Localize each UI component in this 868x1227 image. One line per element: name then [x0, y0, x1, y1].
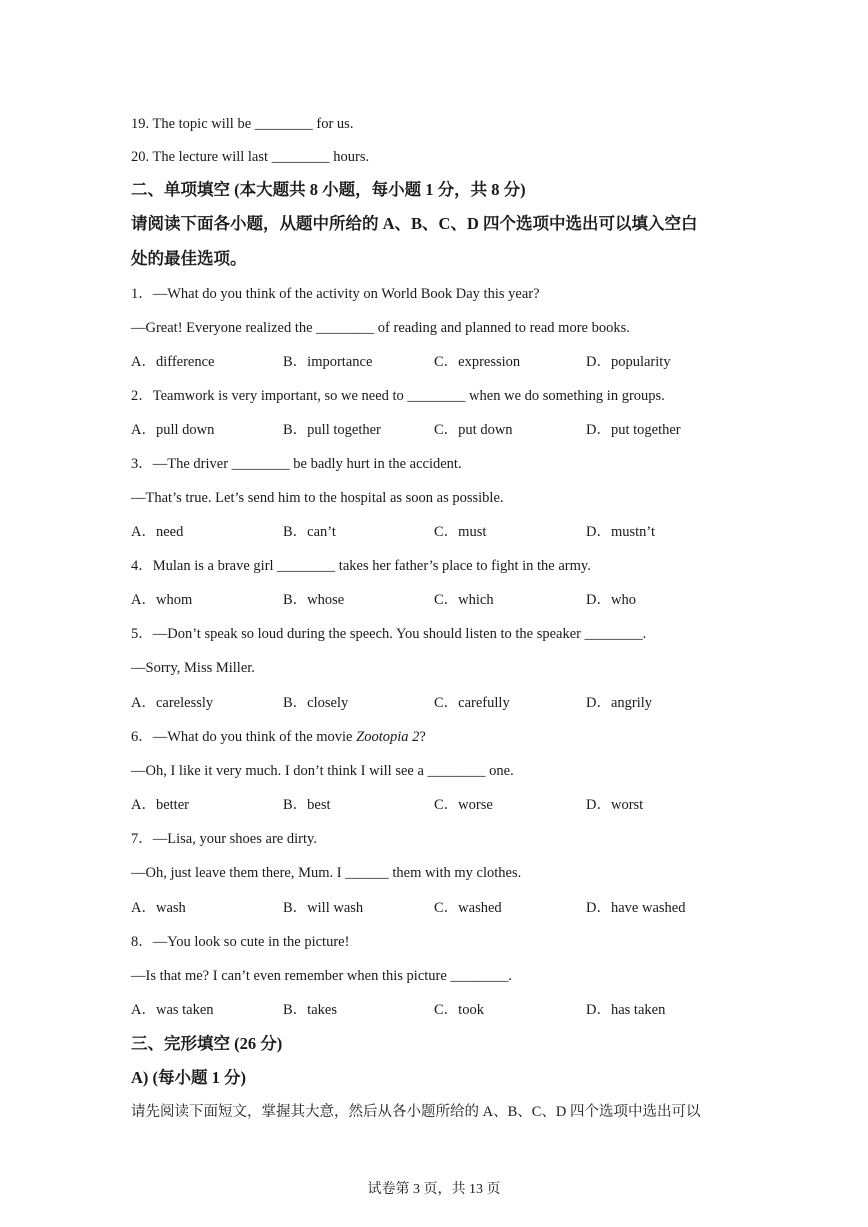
q3-line2: —That’s true. Let’s send him to the hospital as soon as possible. — [131, 490, 504, 506]
q8-line2: —Is that me? I can’t even remember when this picture ________. — [131, 968, 513, 984]
q3-option-b: B．can’t — [283, 524, 336, 540]
q7-option-a: A．wash — [131, 900, 186, 916]
q6-line1-end: ? — [419, 729, 426, 745]
q5-option-c: C．carefully — [434, 695, 510, 711]
q3-option-d: D．mustn’t — [586, 524, 656, 540]
q7-option-b: B．will wash — [283, 900, 364, 916]
q1-option-b: B．importance — [283, 354, 373, 370]
q6-line2: —Oh, I like it very much. I don’t think I will see a ________ one. — [131, 763, 514, 779]
q7-option-d: D．have washed — [586, 900, 686, 916]
q2-option-c: C．put down — [434, 422, 513, 438]
q2-line1: 2．Teamwork is very important, so we need to ________ when we do something in groups. — [131, 388, 665, 404]
q5-option-a: A．carelessly — [131, 695, 214, 711]
section3-heading: 三、完形填空 (26 分) — [131, 1034, 283, 1053]
q5-option-d: D．angrily — [586, 695, 653, 711]
q6-movie-title: Zootopia 2 — [356, 729, 420, 745]
q5-option-b: B．closely — [283, 695, 349, 711]
q4-option-d: D．who — [586, 592, 636, 608]
listening-item-20: 20. The lecture will last ________ hours. — [131, 149, 370, 165]
q1-option-c: C．expression — [434, 354, 521, 370]
q7-line1: 7．—Lisa, your shoes are dirty. — [131, 831, 317, 847]
q2-option-a: A．pull down — [131, 422, 215, 438]
q8-option-d: D．has taken — [586, 1002, 666, 1018]
section2-instruction-line2: 处的最佳选项。 — [131, 249, 247, 268]
q7-option-c: C．washed — [434, 900, 502, 916]
q8-line1: 8．—You look so cute in the picture! — [131, 934, 350, 950]
page-footer: 试卷第 3 页，共 13 页 — [367, 1182, 501, 1197]
q1-line1: 1．—What do you think of the activity on World Book Day this year? — [131, 286, 540, 302]
q8-option-b: B．takes — [283, 1002, 337, 1018]
q5-line1: 5．—Don’t speak so loud during the speech. You should listen to the speaker ________. — [131, 626, 647, 642]
q6-option-b: B．best — [283, 797, 331, 813]
q6-line1 — [131, 727, 758, 747]
q2-option-d: D．put together — [586, 422, 681, 438]
q4-option-b: B．whose — [283, 592, 345, 608]
q4-line1: 4．Mulan is a brave girl ________ takes her father’s place to fight in the army. — [131, 558, 591, 574]
q6-option-a: A．better — [131, 797, 189, 813]
q1-option-d: D．popularity — [586, 354, 671, 370]
q4-option-c: C．which — [434, 592, 494, 608]
q2-option-b: B．pull together — [283, 422, 381, 438]
q1-option-a: A．difference — [131, 354, 215, 370]
section2-heading: 二、单项填空 (本大题共 8 小题，每小题 1 分，共 8 分) — [131, 180, 526, 199]
q1-line2: —Great! Everyone realized the ________ of reading and planned to read more books. — [131, 320, 630, 336]
q8-option-a: A．was taken — [131, 1002, 214, 1018]
q4-option-a: A．whom — [131, 592, 193, 608]
q3-line1: 3．—The driver ________ be badly hurt in the accident. — [131, 456, 462, 472]
section3-subheading: A) (每小题 1 分) — [131, 1068, 247, 1087]
listening-item-19: 19. The topic will be ________ for us. — [131, 116, 354, 132]
q8-option-c: C．took — [434, 1002, 484, 1018]
section3-instruction: 请先阅读下面短文，掌握其大意，然后从各小题所给的 A、B、C、D 四个选项中选出可以 — [131, 1104, 701, 1120]
q3-option-a: A．need — [131, 524, 184, 540]
q7-line2: —Oh, just leave them there, Mum. I ______ them with my clothes. — [131, 865, 522, 881]
q5-line2: —Sorry, Miss Miller. — [131, 660, 255, 676]
q3-option-c: C．must — [434, 524, 487, 540]
q6-option-d: D．worst — [586, 797, 644, 813]
section2-instruction-line1: 请阅读下面各小题，从题中所给的 A、B、C、D 四个选项中选出可以填入空白 — [131, 214, 698, 233]
q6-line1-text: 6．—What do you think of the movie — [131, 729, 357, 745]
q6-option-c: C．worse — [434, 797, 493, 813]
